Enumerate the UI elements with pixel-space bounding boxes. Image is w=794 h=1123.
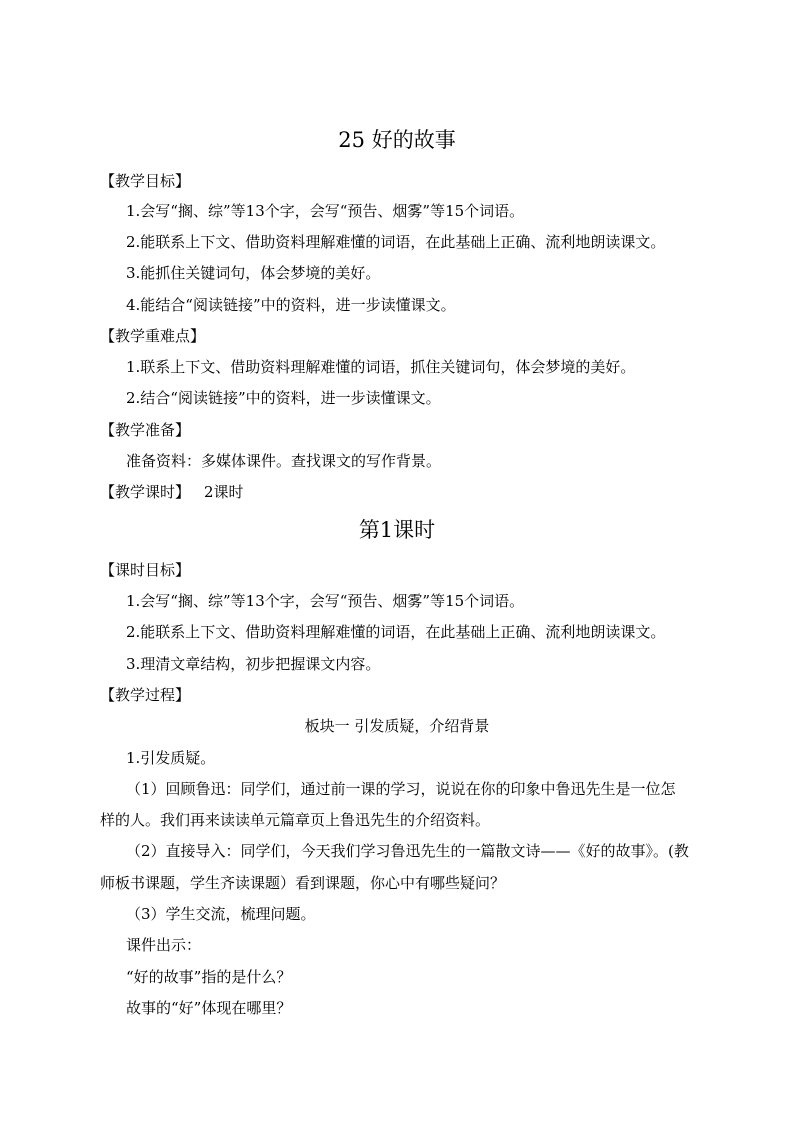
- preparation-text: 准备资料：多媒体课件。查找课文的写作背景。: [126, 452, 442, 470]
- heading-lesson-goals: 【课时目标】: [100, 561, 191, 579]
- teaching-hours-value: 2课时: [204, 483, 244, 501]
- paragraph-3: （3）学生交流，梳理问题。: [126, 905, 316, 923]
- paragraph-2-line-2: 师板书课题，学生齐读课题）看到课题，你心中有哪些疑问？: [100, 874, 506, 892]
- teaching-hours-row: [100, 482, 244, 502]
- goal-item-4: 4.能结合“阅读链接”中的资料，进一步读懂课文。: [126, 296, 456, 314]
- step-1: 1.引发质疑。: [126, 749, 216, 767]
- lesson-goal-item-2: 2.能联系上下文、借助资料理解难懂的词语，在此基础上正确、流利地朗读课文。: [126, 623, 666, 641]
- page-title: 25 好的故事: [338, 128, 456, 152]
- heading-teaching-process: 【教学过程】: [100, 686, 191, 704]
- heading-key-points: 【教学重难点】: [100, 327, 206, 345]
- paragraph-1-line-2: 样的人。我们再来读读单元篇章页上鲁迅先生的介绍资料。: [100, 811, 491, 829]
- question-1: “好的故事”指的是什么？: [126, 968, 292, 986]
- heading-preparation: 【教学准备】: [100, 421, 191, 439]
- paragraph-2-line-1: （2）直接导入：同学们，今天我们学习鲁迅先生的一篇散文诗——《好的故事》。(教: [126, 842, 689, 860]
- lesson-goal-item-3: 3.理清文章结构，初步把握课文内容。: [126, 655, 381, 673]
- goal-item-2: 2.能联系上下文、借助资料理解难懂的词语，在此基础上正确、流利地朗读课文。: [126, 233, 666, 251]
- heading-teaching-goals: 【教学目标】: [100, 172, 191, 190]
- key-point-item-1: 1.联系上下文、借助资料理解难懂的词语，抓住关键词句，体会梦境的美好。: [126, 358, 636, 376]
- lesson-title: 第1课时: [358, 518, 436, 542]
- block-title: 板块一 引发质疑，介绍背景: [304, 717, 490, 735]
- lesson-goal-item-1: 1.会写“搁、综”等13个字，会写“预告、烟雾”等15个词语。: [126, 592, 525, 610]
- heading-teaching-hours: 【教学课时】: [100, 483, 191, 501]
- goal-item-3: 3.能抓住关键词句，体会梦境的美好。: [126, 264, 381, 282]
- courseware-label: 课件出示：: [126, 936, 202, 954]
- question-2: 故事的“好”体现在哪里？: [126, 999, 292, 1017]
- goal-item-1: 1.会写“搁、综”等13个字，会写“预告、烟雾”等15个词语。: [126, 202, 525, 220]
- paragraph-1-line-1: （1）回顾鲁迅：同学们，通过前一课的学习，说说在你的印象中鲁迅先生是一位怎: [126, 780, 676, 798]
- key-point-item-2: 2.结合“阅读链接”中的资料，进一步读懂课文。: [126, 389, 441, 407]
